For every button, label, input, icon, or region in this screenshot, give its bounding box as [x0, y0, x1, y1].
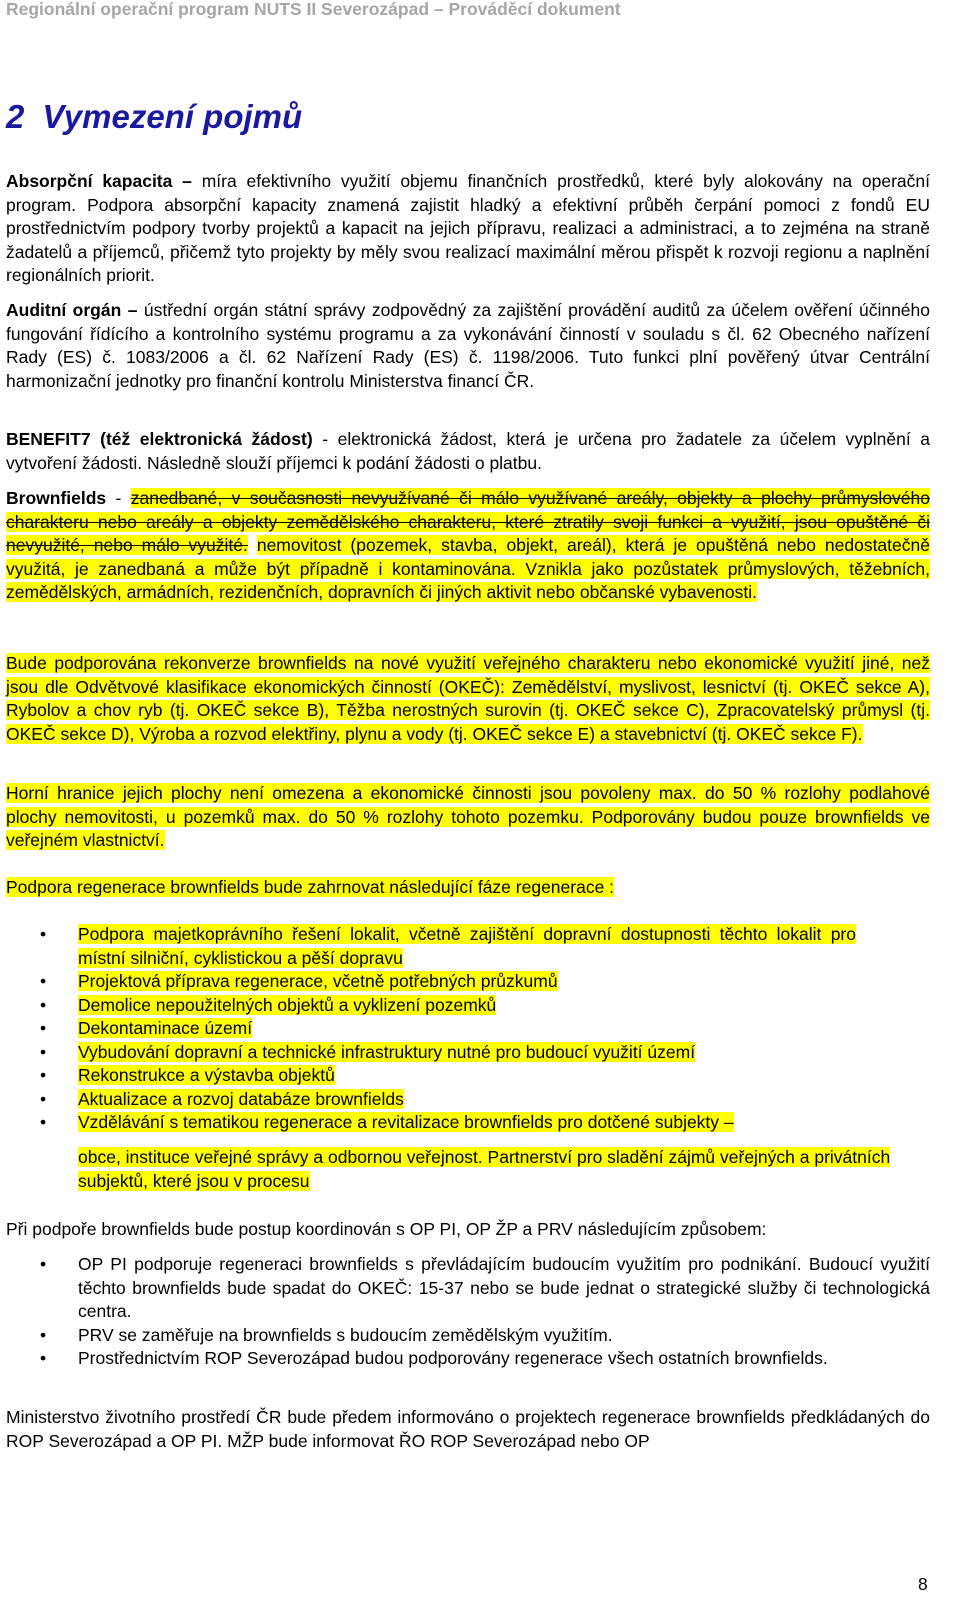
- list-item-text: Vzdělávání s tematikou regenerace a revitalizace brownfields pro dotčené subjekty –: [78, 1112, 734, 1132]
- definition-brownfields: [6, 487, 930, 605]
- term-brownfields: Brownfields: [6, 488, 107, 508]
- list-item: • OP PI podporuje regeneraci brownfields s převládajícím budoucím využitím pro podnikání. Budoucí využití těchto brownfields bude spadat do OKEČ: 15-37 nebo se bude jednat o strategické služby či technologická centra.: [6, 1253, 930, 1324]
- text-list-continuation: obce, instituce veřejné správy a odbornou veřejnost. Partnerství pro sladění zájmů veřejných a privátních subjektů, které jsou v procesu: [78, 1147, 891, 1191]
- list-item: [6, 1017, 856, 1041]
- text-benefit: - elektronická žádost, která je určena pro žadatele za účelem vyplnění a vytvoření žádosti. Následně slouží příjemci k podání žádosti o platbu.: [6, 429, 930, 473]
- paragraph-rekonverze: [6, 652, 930, 746]
- list-item: [6, 1088, 856, 1112]
- list-koordinace: [6, 1253, 930, 1371]
- running-header: Regionální operační program NUTS II Severozápad – Prováděcí dokument: [6, 0, 621, 19]
- list-item: [6, 1041, 856, 1065]
- text-absorpcni: míra efektivního využití objemu finančních prostředků, které byly alokovány na operační program. Podpora absorpční kapacity znamená zajistit hladký a efektivní průběh čerpání pomoci z fondů EU prostřednictvím podpory tvorby projektů a kapacit na jejich přípravu, realizaci a administraci, a to zejména na straně žadatelů a příjemců, přičemž tyto projekty by měly svou realizací maximální měrou přispět k rozvoji regionu a naplnění regionálních priorit.: [6, 171, 930, 285]
- paragraph-horni-hranice: [6, 782, 930, 853]
- list-item-text: Aktualizace a rozvoj databáze brownfields: [78, 1088, 404, 1109]
- list-item: [6, 994, 856, 1018]
- paragraph-koordinace-intro: Při podpoře brownfields bude postup koordinován s OP PI, OP ŽP a PRV následujícím způsobem:: [6, 1219, 767, 1239]
- list-item-text: Demolice nepoužitelných objektů a vyklizení pozemků: [78, 994, 497, 1015]
- list-item: • Prostřednictvím ROP Severozápad budou podporovány regenerace všech ostatních brownfields.: [6, 1347, 930, 1371]
- list-faze-regenerace: [6, 923, 856, 1135]
- term-benefit: BENEFIT7 (též elektronická žádost): [6, 429, 313, 449]
- list-item-text: Vybudování dopravní a technické infrastruktury nutné pro budoucí využití území: [78, 1041, 696, 1062]
- definition-auditni: [6, 299, 930, 393]
- list-item: [6, 1064, 856, 1088]
- text-auditni: ústřední orgán státní správy zodpovědný za zajištění provádění auditů za účelem ověření účinného fungování řídícího a kontrolního systému programu a za vykonávání činností v souladu s čl. 62 Obecného nařízení Rady (ES) č. 1083/2006 a čl. 62 Nařízení Rady (ES) č. 1198/2006. Tuto funkci plní pověřený útvar Centrální harmonizační jednotky pro finanční kontrolu Ministerstva financí ČR.: [6, 300, 931, 391]
- definition-absorpcni: [6, 170, 930, 288]
- term-auditni: Auditní orgán –: [6, 300, 138, 320]
- list-item: [6, 1111, 856, 1135]
- list-continuation: [78, 1146, 928, 1193]
- page-number: 8: [918, 1574, 928, 1594]
- text-brownfields: nemovitost (pozemek, stavba, objekt, areál), která je opuštěná nebo nedostatečně využitá, je zanedbaná a může být případně i kontaminována. Vznikla jako pozůstatek průmyslových, těžebních, zemědělských, armádních, rezidenčních, dopravních či jiných aktivit nebo občanské vybavenosti.: [6, 535, 930, 602]
- dash-brownfields: -: [106, 488, 131, 508]
- list-item-text: Rekonstrukce a výstavba objektů: [78, 1065, 335, 1085]
- text-faze-intro: Podpora regenerace brownfields bude zahrnovat následující fáze regenerace :: [6, 877, 615, 897]
- list-item-text: Dekontaminace území: [78, 1018, 253, 1038]
- gap-brownfields: [248, 535, 257, 555]
- definition-benefit: [6, 428, 930, 475]
- term-absorpcni: Absorpční kapacita –: [6, 171, 192, 191]
- list-item: [6, 970, 856, 994]
- paragraph-faze-intro: [6, 876, 930, 900]
- list-item: • PRV se zaměřuje na brownfields s budoucím zemědělským využitím.: [6, 1324, 930, 1348]
- section-heading: [6, 98, 302, 136]
- list-item: [6, 923, 856, 970]
- section-title: Vymezení pojmů: [42, 98, 303, 135]
- struck-text-brownfields: zanedbané, v současnosti nevyužívané či málo využívané areály, objekty a plochy průmyslového charakteru nebo areály a objekty zemědělského charakteru, které ztratily svoji funkci a využití, jsou opuštěné či nevyužité, nebo málo využité.: [6, 488, 930, 555]
- section-number: 2: [6, 98, 25, 135]
- paragraph-ministerstvo: Ministerstvo životního prostředí ČR bude předem informováno o projektech regenerace brownfields předkládaných do ROP Severozápad a OP PI. MŽP bude informovat ŘO ROP Severozápad nebo OP: [6, 1407, 930, 1451]
- text-horni-hranice: Horní hranice jejich plochy není omezena a ekonomické činnosti jsou povoleny max. do 50 % rozlohy podlahové plochy nemovitosti, u pozemků max. do 50 % rozlohy tohoto pozemku. Podporovány budou pouze brownfields ve veřejném vlastnictví.: [6, 783, 930, 850]
- list-item-text: Podpora majetkoprávního řešení lokalit, včetně zajištění dopravní dostupnosti těchto lokalit pro místní silniční, cyklistickou a pěší dopravu: [78, 924, 856, 968]
- list-item-text: Projektová příprava regenerace, včetně potřebných průzkumů: [78, 971, 558, 991]
- text-rekonverze: Bude podporována rekonverze brownfields na nové využití veřejného charakteru nebo ekonomické využití jiné, než jsou dle Odvětvové klasifikace ekonomických činností (OKEČ): Zemědělství, myslivost, lesnictví (tj. OKEČ sekce A), Rybolov a chov ryb (tj. OKEČ sekce B), Těžba nerostných surovin (tj. OKEČ sekce C), Zpracovatelský průmysl (tj. OKEČ sekce D), Výroba a rozvod elektřiny, plynu a vody (tj. OKEČ sekce E) a stavebnictví (tj. OKEČ sekce F).: [6, 653, 930, 744]
